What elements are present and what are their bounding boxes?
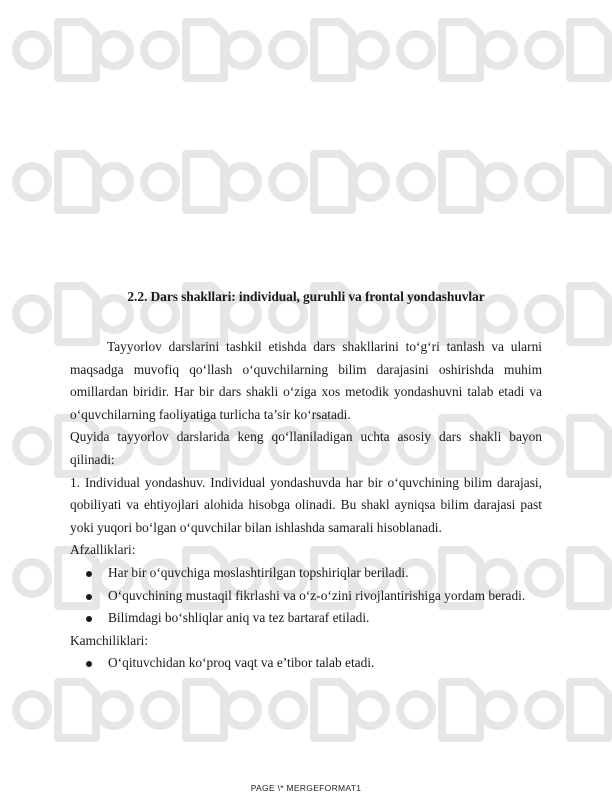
list-item [70, 652, 542, 675]
watermark-tile [16, 682, 130, 738]
watermark-tile [272, 682, 386, 738]
list-item [70, 562, 542, 585]
watermark-tile [16, 22, 130, 78]
list-item-text: O‘qituvchidan ko‘proq vaqt va e’tibor talab etadi. [108, 655, 375, 671]
watermark-tile [528, 22, 612, 78]
text-block [70, 336, 542, 675]
bullet-icon [86, 571, 92, 577]
paragraph-individual: 1. Individual yondashuv. Individual yondashuvda har bir o‘quvchining bilim darajasi, qobiliyati va ehtiyojlari alohida hisobga olinadi. Bu shakl ayniqsa bilim darajasi past yoki yuqori bo‘lgan o‘quvchilar bilan ishlashda samarali hisoblanadi. [70, 474, 542, 535]
watermark-tile [528, 682, 612, 738]
paragraph-forms: Quyida tayyorlov darslarida keng qo‘llaniladigan uchta asosiy dars shakli bayon qilinadi: [70, 429, 542, 467]
watermark-tile [400, 154, 514, 210]
watermark-tile [400, 22, 514, 78]
watermark-tile [528, 154, 612, 210]
list-item-text: O‘quvchining mustaqil fikrlashi va o‘z-o‘zini rivojlantirishiga yordam beradi. [108, 587, 526, 603]
list-item [70, 607, 542, 630]
list-item [70, 585, 542, 608]
bullet-icon [86, 616, 92, 622]
disadvantages-list [70, 652, 542, 675]
section-title: 2.2. Dars shakllari: individual, guruhli va frontal yondashuvlar [127, 289, 485, 304]
advantages-label: Afzalliklari: [70, 542, 136, 558]
watermark-tile [272, 22, 386, 78]
watermark-tile [144, 154, 258, 210]
paragraph-intro: Tayyorlov darslarini tashkil etishda dars shakllarini to‘g‘ri tanlash va ularni maqsadga muvofiq qo‘llash o‘quvchilarning bilim darajasini oshirishda muhim omillardan biridir. Har bir dars shakli o‘ziga xos metodik yondashuvni talab etadi va o‘quvchilarning faoliyatiga turlicha ta’sir ko‘rsatadi. [70, 339, 542, 422]
bullet-icon [86, 594, 92, 600]
advantages-list [70, 562, 542, 630]
watermark-tile [272, 154, 386, 210]
list-item-text: Har bir o‘quvchiga moslashtirilgan topshiriqlar beriladi. [108, 564, 409, 580]
watermark-tile [400, 682, 514, 738]
page-footer: PAGE \* MERGEFORMAT1 [250, 783, 362, 793]
list-item-text: Bilimdagi bo‘shliqlar aniq va tez bartaraf etiladi. [108, 610, 370, 626]
watermark-tile [144, 682, 258, 738]
bullet-icon [86, 661, 92, 667]
disadvantages-label: Kamchiliklari: [70, 632, 149, 648]
watermark-tile [144, 22, 258, 78]
watermark-tile [16, 154, 130, 210]
